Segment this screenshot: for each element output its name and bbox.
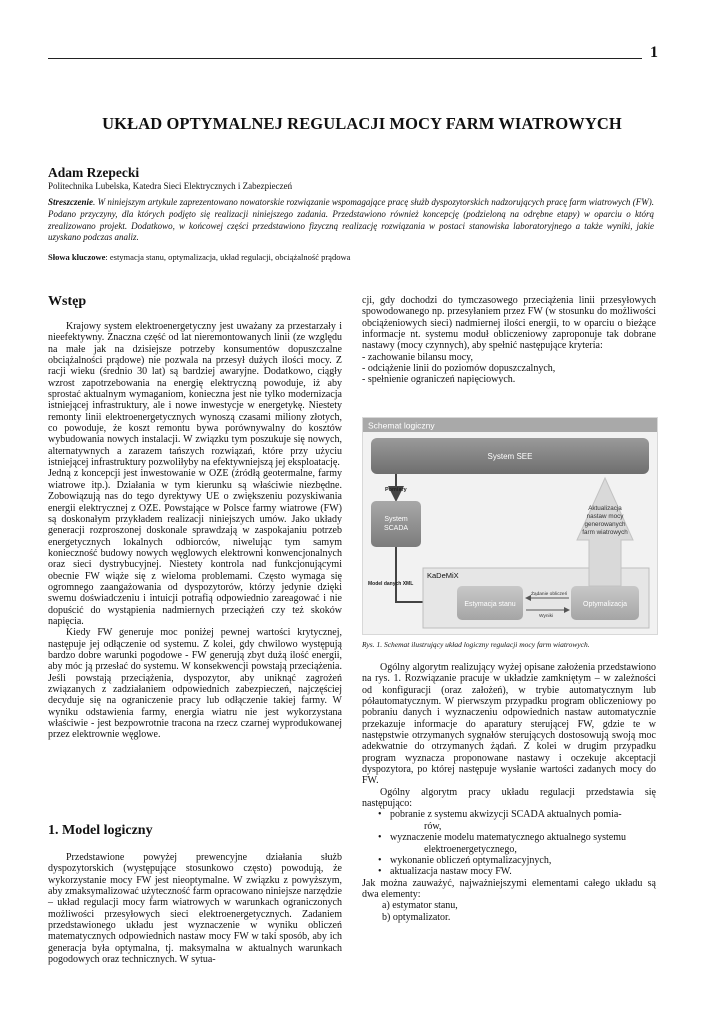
- abstract-text: . W niniejszym artykule zaprezentowano nowatorskie rozwiązanie wspomagające pracę służb dyspozytorskich nadzorujących pracę farm wiatrowych (FW). Podano przyczyny, dla których podjęto się realizacji niniejszego zadania. Przedstawiono również koncepcję (podzieloną na odrębne etapy) w oparciu o którą zrealizowano projekt. Dodatkowo, w końcowej części przedstawiono fizyczną realizację rozwiązania w postaci stanowiska laboratoryjnego a także wyniki, jakie uzyskano podczas analiz.: [48, 197, 654, 243]
- paragraph: Ogólny algorytm realizujący wyżej opisane założenia przedstawiono na rys. 1. Rozwiązanie pracuje w układzie zamkniętym – w zależności od konfiguracji (oraz założeń), w trybie automatycznym lub półautomatycznym. W pierwszym przypadku program obliczeniowy po pobraniu danych i wyznaczeniu odpowiednich nastaw automatycznie przekazuje informacje do aparatury sterującej FW, gdzie te w następstwie otrzymanych sygnałów sterujących dostosowują swoją moc adekwatnie do otrzymanych żądań. Z kolei w drugim przypadku program wyznacza proponowane nastawy i oczekuje akceptacji dyspozytora, po której następuje wysłanie wartości zadanych mocy do FW.: [362, 662, 656, 787]
- list-item: • pobranie z systemu akwizycji SCADA aktualnych pomia- rów,: [378, 809, 622, 832]
- figure-caption: Rys. 1. Schemat ilustrujący układ logiczny regulacji mocy farm wiatrowych.: [362, 640, 590, 649]
- results-label: Wyniki: [539, 614, 554, 619]
- list-item: • wyznaczenie modelu matematycznego aktualnego systemu elektroenergetycznego,: [378, 832, 627, 855]
- bullet-icon: •: [378, 832, 382, 844]
- abstract-label: Streszczenie: [48, 197, 93, 207]
- paragraph: Jedną z koncepcji jest inwestowanie w OZE (źródłą geotermalne, farmy wiatrowe itp.). Działania w tym kierunku są właściwie niezbędne. Zobowiązują nas do tego dyrektywy UE o zwiększeniu pozyskiwania energii elektrycznej z OZE. Powstające w Polsce farmy wiatrowe (FW) są doskonałym przykładem realizacji niniejszych umów. Jako układy generacji rozproszonej doskonale sprawdzają w zaspokajaniu potrzeb energetycznych lokalnych odbiorców, niwelując tym samym konieczność budowy nowych węglowych elektrowni konwencjonalnych oraz sieci dystrybucyjnej. Niestety kontrola nad funkcjonującymi obecnie FW wiąże się z wieloma problemami. Często wymaga się ogromnego zaangażowania od dyspozytorów, którzy jedynie dzięki swemu doświadczeniu i intuicji potrafią odpowiednio zareagować i nie dopuścić do wystąpienia nadmiernych przeciążeń czy też skoków napięcia.: [48, 468, 342, 627]
- bullet-icon: •: [378, 854, 382, 866]
- left-column-text: [48, 321, 342, 741]
- paragraph: Ogólny algorytm pracy układu regulacji przedstawia się następująco:: [362, 786, 656, 810]
- bullet-icon: •: [378, 809, 382, 821]
- kademix-label: KaDeMiX: [427, 571, 459, 580]
- paragraph: Krajowy system elektroenergetyczny jest uważany za przestarzały i nieefektywny. Znaczna część od lat nieremontowanych linii (ze względu na małe jak na dzisiejsze potrzeby konsumentów dopuszczalne obciążalności prądowe) nie pozwala na przesył dużych ilości mocy. Z racji wieku (średnio 30 lat) są bardziej awaryjne. Dodatkowo, ciągły wzrost zapotrzebowania na energię elektryczną powoduje, iż aby sprostać aktualnym wymaganiom, konieczna jest nie tylko modernizacja istniejącej infrastruktury, ale i nowe inwestycje w energetykę. Niestety remonty linii elektroenergetycznych wynoszą czasami miliony złotych, co powoduje, że koszt remontu bywa porównywalny do kosztów wybudowania nowych instalacji. W związku tym poszukuje się nowych, alternatywnych a zarazem tańszych rozwiązań, które przy użyciu istniejącej infrastruktury pozwoliłyby na efektywniejszą jej eksploatację.: [48, 321, 342, 469]
- schematic-diagram: [363, 418, 657, 634]
- scada-label-1: System: [384, 516, 408, 523]
- update-label-4: farm wiatrowych: [582, 529, 628, 536]
- header-rule: [48, 58, 642, 59]
- author-name: Adam Rzepecki: [48, 165, 140, 180]
- list-item: • wykonanie obliczeń optymalizacyjnych,: [378, 854, 552, 866]
- scada-box: [371, 501, 421, 547]
- update-label-3: generowanych: [584, 521, 626, 528]
- paragraph: cji, gdy dochodzi do tymczasowego przeciążenia linii przesyłowych spowodowanego np. przesyłaniem przez FW (w stosunku do możliwości obciążeniowych sieci) nadmiernej ilości energii, to w oparciu o bieżące informacje nt. systemu moduł obliczeniowy zaproponuje tak dobrane nastawy (mocy czynnych), aby spełnić następujące kryteria:: [362, 295, 656, 352]
- update-label-2: nastaw mocy: [586, 513, 624, 520]
- keywords: [48, 252, 350, 262]
- abstract: [48, 197, 654, 244]
- system-see-label: System SEE: [487, 452, 533, 461]
- request-label: Żądanie obliczeń: [531, 592, 568, 597]
- page-number: 1: [650, 44, 658, 61]
- paragraph: Kiedy FW generuje moc poniżej pewnej wartości krytycznej, następuje jej odłączenie od systemu. Z kolei, gdy chwilowo występują bardzo dobre warunki pogodowe - FW generują zbyt dużą ilość energii, aby móc ją przesłać do systemu. W konsekwencji powstają przeciążenia. Jeśli powstają przeciążenia, dyspozytor, aby uniknąć zagrożeń związanych z zadziałaniem odpowiednich zabezpieczeń, najczęściej decyduje się na ograniczenie pracy lub odłączenie takiej farmy. W wyniku odstawienia farmy, energia wiatru nie jest wykorzystana właściwie - jest bezpowrotnie tracona na rzecz czarnej wyprodukowanej przez elektrownie węglowe.: [48, 627, 342, 741]
- paragraph: Jak można zauważyć, najważniejszymi elementami całego układu są dwa elementy:: [362, 877, 656, 900]
- list-item: b) optymalizator.: [382, 911, 451, 923]
- section-heading-intro: Wstęp: [48, 294, 87, 309]
- left-column-text-2: [48, 852, 342, 965]
- optimization-label: Optymalizacja: [583, 601, 627, 608]
- right-column-text: [362, 295, 656, 386]
- list-item: • aktualizacja nastaw mocy FW.: [378, 866, 512, 878]
- figure-header: Schemat logiczny: [368, 420, 435, 431]
- figure-schematic: [362, 417, 658, 635]
- criterion-item: - odciążenie linii do poziomów dopuszczalnych,: [362, 363, 556, 375]
- model-xml-label: Model danych XML: [368, 581, 414, 587]
- update-label-1: Aktualizacja: [588, 505, 622, 512]
- keywords-label: Słowa kluczowe: [48, 252, 106, 262]
- affiliation: Politechnika Lubelska, Katedra Sieci Elektrycznych i Zabezpieczeń: [48, 181, 293, 191]
- criterion-item: - spełnienie ograniczeń napięciowych.: [362, 374, 516, 386]
- scada-label-2: SCADA: [383, 525, 409, 532]
- paragraph: Przedstawione powyżej prewencyjne działania służb dyspozytorskich (występujące stosunkowo często) powodują, że wykorzystanie mocy FW jest nieoptymalne. W związku z powyższym, aby zmaksymalizować użyteczność farm opracowano niniejsze narzędzie – układ regulacji mocy farm wiatrowych w warunkach ograniczonych możliwości przesyłowych sieci elektroenergetycznych. Zadaniem przedstawionego układu jest wyznaczenie w wyniku obliczeń matematycznych odpowiednich nastaw mocy FW w taki sposób, aby ich generacja była optymalna, tj. maksymalna w aktualnych warunkach pogodowych oraz technicznych. W sytua-: [48, 852, 342, 966]
- criterion-item: - zachowanie bilansu mocy,: [362, 351, 473, 363]
- section-heading-model: 1. Model logiczny: [48, 823, 153, 838]
- estimation-label: Estymacja stanu: [464, 601, 516, 608]
- keywords-text: : estymacja stanu, optymalizacja, układ regulacji, obciążalność prądowa: [105, 252, 351, 262]
- right-column-text-2: [362, 662, 656, 923]
- paper-title: UKŁAD OPTYMALNEJ REGULACJI MOCY FARM WIATROWYCH: [102, 114, 622, 133]
- pomiary-label: Pomiary: [385, 487, 407, 493]
- bullet-icon: •: [378, 866, 382, 878]
- list-item: a) estymator stanu,: [382, 900, 458, 912]
